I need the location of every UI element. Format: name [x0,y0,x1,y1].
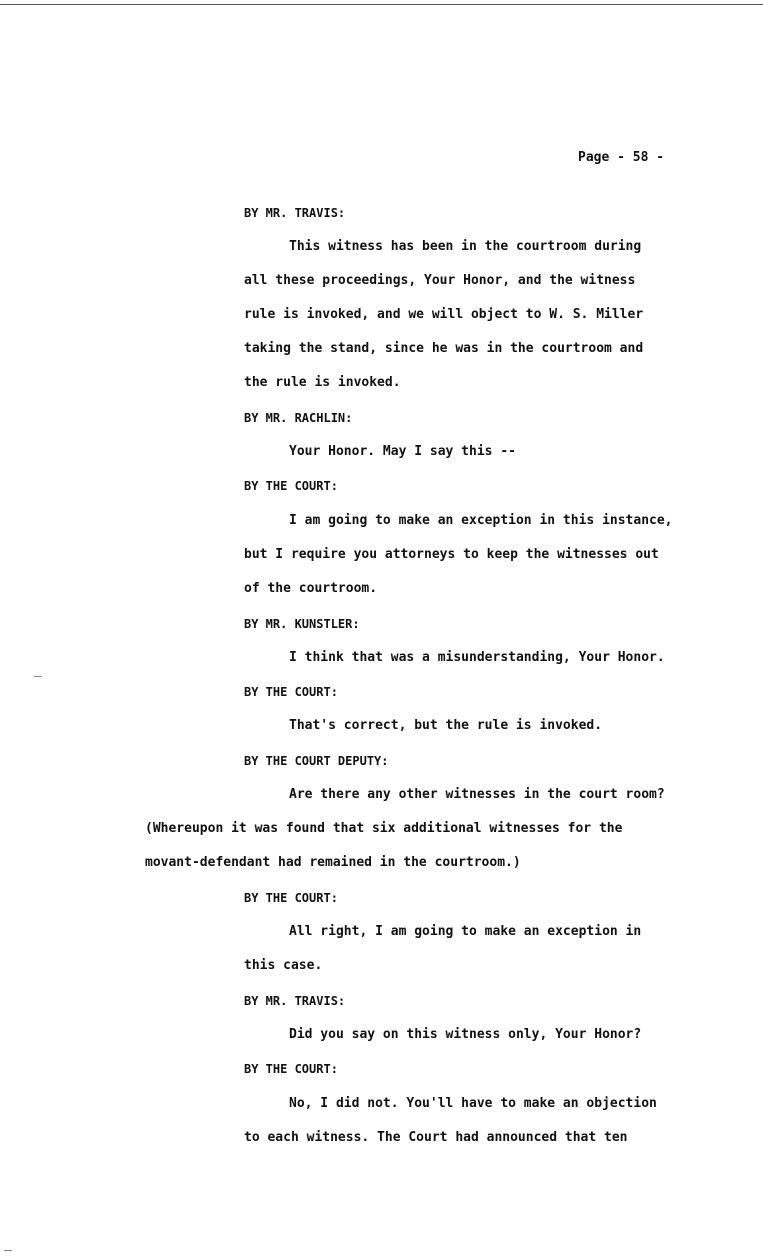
dialogue-line: Are there any other witnesses in the court room? [289,787,665,802]
dialogue-line: of the courtroom. [244,581,378,596]
speaker-line: BY MR. RACHLIN: [244,411,353,425]
dialogue-line: rule is invoked, and we will object to W. S. Miller [244,307,644,322]
dialogue-line: Your Honor. May I say this -- [289,444,516,459]
dialogue-line: I am going to make an exception in this instance, [289,513,673,528]
dialogue-line: All right, I am going to make an exception in [289,924,642,939]
parenthetical-line: movant-defendant had remained in the courtroom.) [145,855,521,870]
parenthetical-line: (Whereupon it was found that six additional witnesses for the [145,821,623,836]
top-border-rule [0,4,763,5]
dialogue-line: I think that was a misunderstanding, Your Honor. [289,650,665,665]
speaker-line: BY THE COURT DEPUTY: [244,754,389,768]
speaker-line: BY MR. KUNSTLER: [244,617,360,631]
dialogue-line: this case. [244,958,323,973]
speaker-line: BY THE COURT: [244,479,338,493]
page-number: Page - 58 - [578,150,665,165]
dialogue-line: That's correct, but the rule is invoked. [289,718,603,733]
dialogue-line: No, I did not. You'll have to make an objection [289,1096,657,1111]
dialogue-line: but I require you attorneys to keep the witnesses out [244,547,659,562]
speaker-line: BY THE COURT: [244,891,338,905]
margin-mark [4,1250,12,1251]
dialogue-line: to each witness. The Court had announced that ten [244,1130,628,1145]
speaker-line: BY MR. TRAVIS: [244,206,346,220]
dialogue-line: Did you say on this witness only, Your Honor? [289,1027,642,1042]
dialogue-line: taking the stand, since he was in the courtroom and [244,341,644,356]
speaker-line: BY THE COURT: [244,685,338,699]
dialogue-line: all these proceedings, Your Honor, and the witness [244,273,636,288]
dialogue-line: the rule is invoked. [244,375,401,390]
dialogue-line: This witness has been in the courtroom during [289,239,642,254]
speaker-line: BY THE COURT: [244,1062,338,1076]
margin-mark [34,676,42,677]
speaker-line: BY MR. TRAVIS: [244,994,346,1008]
